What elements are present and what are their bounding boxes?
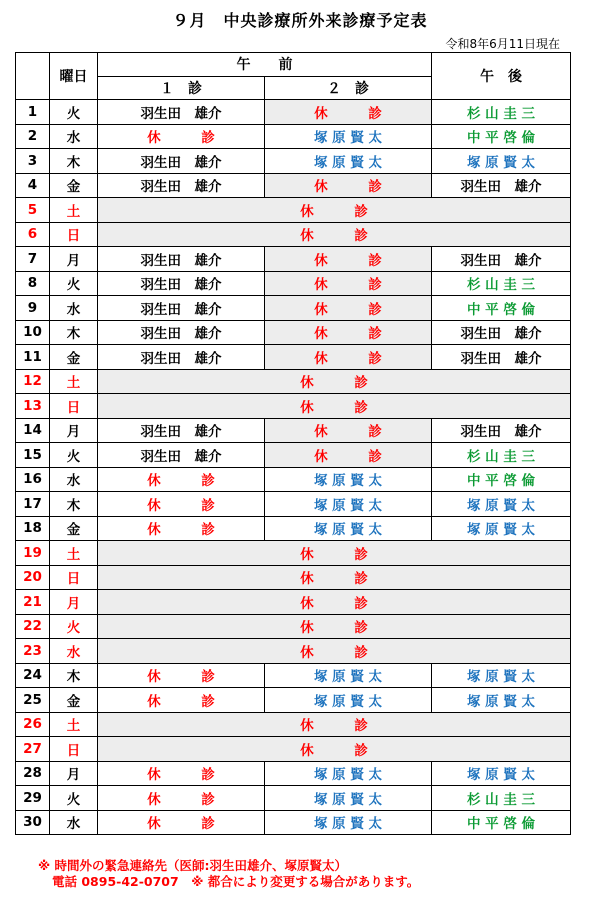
afternoon-cell: 塚 原 賢 太 [432, 761, 571, 786]
weekday-cell: 月 [50, 418, 98, 443]
slot2-cell: 休 診 [265, 247, 432, 272]
weekday-cell: 土 [50, 198, 98, 223]
footer-line-1: ※ 時間外の緊急連絡先（医師:羽生田雄介、塚原賢太） [38, 858, 348, 873]
afternoon-cell: 羽生田 雄介 [432, 345, 571, 370]
weekday-cell: 水 [50, 639, 98, 664]
table-row [16, 663, 571, 688]
date-cell: 2 [16, 124, 50, 149]
slot1-cell: 羽生田 雄介 [98, 443, 265, 468]
table-row [16, 590, 571, 615]
date-cell: 18 [16, 516, 50, 541]
slot1-cell: 休 診 [98, 516, 265, 541]
slot1-cell: 羽生田 雄介 [98, 345, 265, 370]
date-cell: 7 [16, 247, 50, 272]
date-cell: 16 [16, 467, 50, 492]
weekday-cell: 金 [50, 516, 98, 541]
date-cell: 22 [16, 614, 50, 639]
slot2-cell: 塚 原 賢 太 [265, 516, 432, 541]
slot1-cell: 休 診 [98, 786, 265, 811]
slot2-cell: 休 診 [265, 418, 432, 443]
table-row [16, 271, 571, 296]
date-cell: 23 [16, 639, 50, 664]
date-cell: 1 [16, 100, 50, 125]
slot1-cell: 羽生田 雄介 [98, 100, 265, 125]
slot2-cell: 塚 原 賢 太 [265, 124, 432, 149]
weekday-cell: 金 [50, 345, 98, 370]
afternoon-cell: 羽生田 雄介 [432, 173, 571, 198]
date-cell: 20 [16, 565, 50, 590]
slot2-cell: 塚 原 賢 太 [265, 688, 432, 713]
as-of-date: 令和8年6月11日現在 [445, 37, 560, 51]
weekday-cell: 日 [50, 222, 98, 247]
closed-cell: 休 診 [98, 712, 571, 737]
afternoon-cell: 中 平 啓 倫 [432, 810, 571, 835]
table-row [16, 247, 571, 272]
date-cell: 6 [16, 222, 50, 247]
table-row [16, 688, 571, 713]
slot2-cell: 塚 原 賢 太 [265, 761, 432, 786]
slot1-cell: 休 診 [98, 688, 265, 713]
closed-cell: 休 診 [98, 614, 571, 639]
afternoon-cell: 羽生田 雄介 [432, 418, 571, 443]
date-cell: 24 [16, 663, 50, 688]
footer-line-2: 電話 0895-42-0707 ※ 都合により変更する場合があります。 [52, 874, 420, 889]
afternoon-cell: 羽生田 雄介 [432, 247, 571, 272]
weekday-cell: 水 [50, 124, 98, 149]
weekday-cell: 日 [50, 737, 98, 762]
slot2-cell: 塚 原 賢 太 [265, 492, 432, 517]
weekday-cell: 木 [50, 663, 98, 688]
date-cell: 26 [16, 712, 50, 737]
table-row [16, 124, 571, 149]
table-row [16, 222, 571, 247]
date-cell: 30 [16, 810, 50, 835]
table-row [16, 394, 571, 419]
afternoon-cell: 塚 原 賢 太 [432, 516, 571, 541]
weekday-cell: 日 [50, 565, 98, 590]
date-cell: 27 [16, 737, 50, 762]
slot1-cell: 羽生田 雄介 [98, 173, 265, 198]
table-row [16, 100, 571, 125]
date-cell: 13 [16, 394, 50, 419]
afternoon-cell: 塚 原 賢 太 [432, 149, 571, 174]
slot2-cell: 休 診 [265, 345, 432, 370]
closed-cell: 休 診 [98, 369, 571, 394]
table-row [16, 149, 571, 174]
table-row [16, 345, 571, 370]
slot1-cell: 羽生田 雄介 [98, 320, 265, 345]
weekday-cell: 月 [50, 247, 98, 272]
table-row [16, 712, 571, 737]
slot2-cell: 塚 原 賢 太 [265, 810, 432, 835]
afternoon-cell: 中 平 啓 倫 [432, 124, 571, 149]
table-row [16, 786, 571, 811]
slot1-cell: 休 診 [98, 663, 265, 688]
slot2-cell: 塚 原 賢 太 [265, 663, 432, 688]
weekday-cell: 日 [50, 394, 98, 419]
closed-cell: 休 診 [98, 737, 571, 762]
slot2-cell: 休 診 [265, 100, 432, 125]
table-row [16, 492, 571, 517]
weekday-cell: 土 [50, 369, 98, 394]
date-cell: 25 [16, 688, 50, 713]
date-cell: 9 [16, 296, 50, 321]
weekday-cell: 火 [50, 786, 98, 811]
afternoon-cell: 羽生田 雄介 [432, 320, 571, 345]
weekday-cell: 水 [50, 810, 98, 835]
table-row [16, 467, 571, 492]
date-cell: 17 [16, 492, 50, 517]
slot1-cell: 羽生田 雄介 [98, 418, 265, 443]
weekday-cell: 水 [50, 296, 98, 321]
slot2-cell: 休 診 [265, 296, 432, 321]
weekday-cell: 土 [50, 712, 98, 737]
weekday-cell: 水 [50, 467, 98, 492]
slot2-cell: 休 診 [265, 173, 432, 198]
table-row [16, 516, 571, 541]
closed-cell: 休 診 [98, 590, 571, 615]
closed-cell: 休 診 [98, 565, 571, 590]
date-cell: 8 [16, 271, 50, 296]
header-day: 曜日 [50, 53, 98, 100]
header-morning: 午 前 [98, 53, 432, 77]
table-row [16, 761, 571, 786]
table-row [16, 443, 571, 468]
slot1-cell: 休 診 [98, 492, 265, 517]
table-row [16, 369, 571, 394]
date-cell: 19 [16, 541, 50, 566]
slot2-cell: 休 診 [265, 320, 432, 345]
table-row [16, 320, 571, 345]
closed-cell: 休 診 [98, 222, 571, 247]
table-row [16, 737, 571, 762]
slot1-cell: 休 診 [98, 810, 265, 835]
weekday-cell: 木 [50, 320, 98, 345]
date-cell: 4 [16, 173, 50, 198]
afternoon-cell: 塚 原 賢 太 [432, 688, 571, 713]
weekday-cell: 月 [50, 761, 98, 786]
table-row [16, 541, 571, 566]
slot1-cell: 羽生田 雄介 [98, 149, 265, 174]
table-row [16, 614, 571, 639]
schedule-table [15, 52, 571, 835]
afternoon-cell: 杉 山 圭 三 [432, 786, 571, 811]
table-row [16, 173, 571, 198]
weekday-cell: 火 [50, 614, 98, 639]
table-row [16, 565, 571, 590]
afternoon-cell: 中 平 啓 倫 [432, 296, 571, 321]
date-cell: 5 [16, 198, 50, 223]
page-title: ９月 中央診療所外来診療予定表 [172, 11, 428, 30]
weekday-cell: 火 [50, 443, 98, 468]
date-cell: 11 [16, 345, 50, 370]
slot1-cell: 羽生田 雄介 [98, 247, 265, 272]
weekday-cell: 土 [50, 541, 98, 566]
afternoon-cell: 中 平 啓 倫 [432, 467, 571, 492]
weekday-cell: 金 [50, 688, 98, 713]
slot1-cell: 休 診 [98, 467, 265, 492]
date-cell: 15 [16, 443, 50, 468]
slot2-cell: 塚 原 賢 太 [265, 149, 432, 174]
closed-cell: 休 診 [98, 639, 571, 664]
header-afternoon: 午 後 [432, 53, 571, 100]
date-cell: 29 [16, 786, 50, 811]
table-row [16, 639, 571, 664]
date-cell: 3 [16, 149, 50, 174]
slot1-cell: 羽生田 雄介 [98, 271, 265, 296]
weekday-cell: 月 [50, 590, 98, 615]
table-row [16, 418, 571, 443]
closed-cell: 休 診 [98, 198, 571, 223]
afternoon-cell: 塚 原 賢 太 [432, 663, 571, 688]
header-date [16, 53, 50, 100]
slot1-cell: 休 診 [98, 761, 265, 786]
weekday-cell: 木 [50, 492, 98, 517]
header-slot2: ２ 診 [265, 76, 432, 100]
footer-note [38, 858, 419, 890]
date-cell: 12 [16, 369, 50, 394]
slot2-cell: 塚 原 賢 太 [265, 467, 432, 492]
date-cell: 21 [16, 590, 50, 615]
date-cell: 10 [16, 320, 50, 345]
afternoon-cell: 杉 山 圭 三 [432, 100, 571, 125]
header-slot1: １ 診 [98, 76, 265, 100]
date-cell: 28 [16, 761, 50, 786]
closed-cell: 休 診 [98, 541, 571, 566]
closed-cell: 休 診 [98, 394, 571, 419]
slot2-cell: 休 診 [265, 443, 432, 468]
date-cell: 14 [16, 418, 50, 443]
afternoon-cell: 杉 山 圭 三 [432, 271, 571, 296]
afternoon-cell: 杉 山 圭 三 [432, 443, 571, 468]
weekday-cell: 火 [50, 271, 98, 296]
table-row [16, 296, 571, 321]
slot1-cell: 羽生田 雄介 [98, 296, 265, 321]
weekday-cell: 木 [50, 149, 98, 174]
weekday-cell: 火 [50, 100, 98, 125]
slot1-cell: 休 診 [98, 124, 265, 149]
table-row [16, 198, 571, 223]
table-row [16, 810, 571, 835]
afternoon-cell: 塚 原 賢 太 [432, 492, 571, 517]
slot2-cell: 塚 原 賢 太 [265, 786, 432, 811]
slot2-cell: 休 診 [265, 271, 432, 296]
weekday-cell: 金 [50, 173, 98, 198]
